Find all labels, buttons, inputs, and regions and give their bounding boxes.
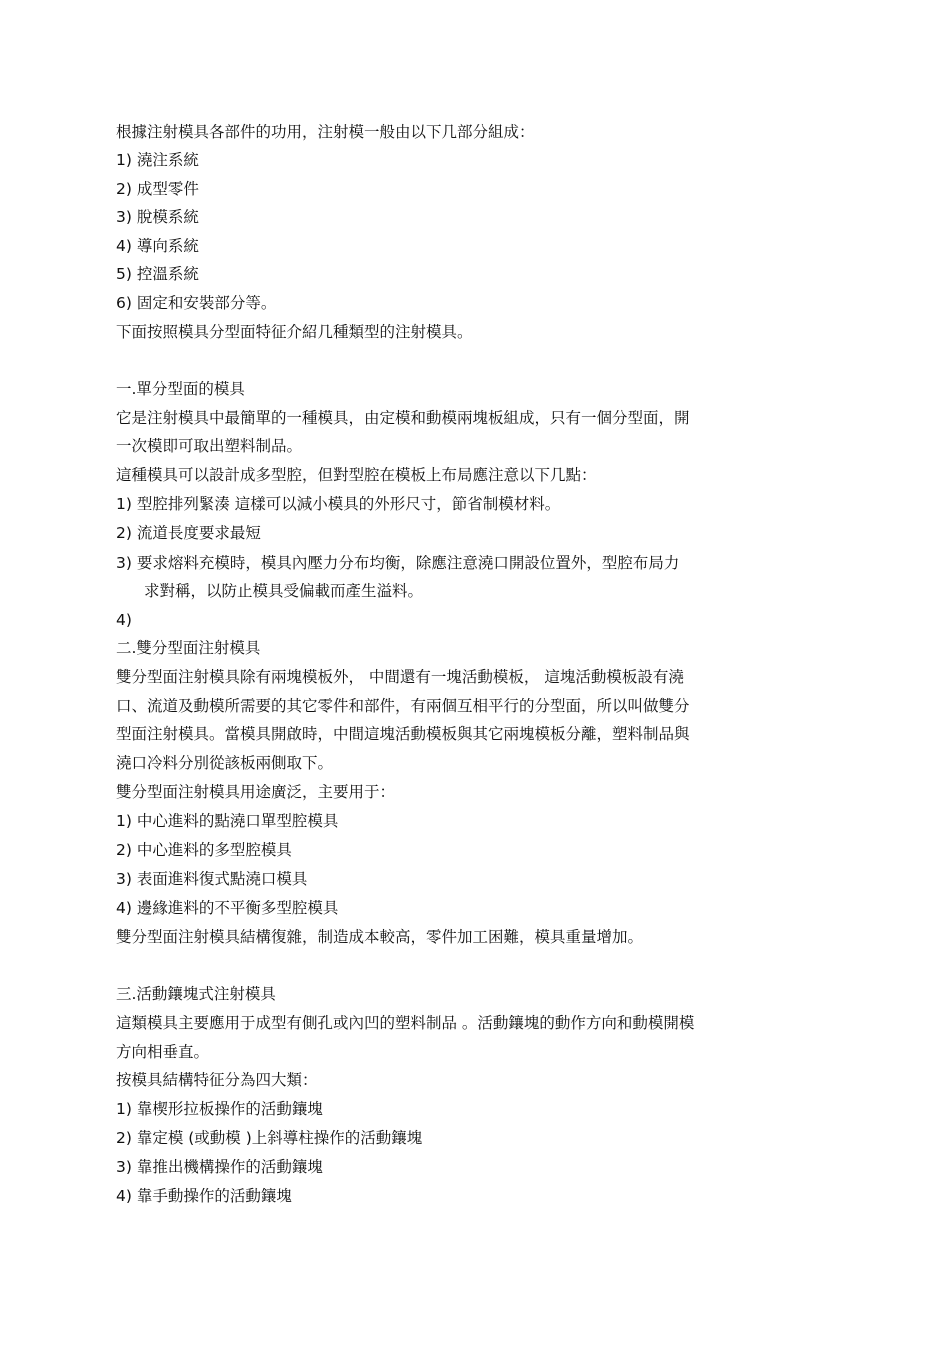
list-item: 1) 型腔排列緊湊 這樣可以減小模具的外形尺寸，節省制模材料。 — [116, 495, 561, 513]
list-item: 3) 脫模系統 — [116, 208, 199, 226]
paragraph-line: 型面注射模具。當模具開啟時，中間這塊活動模板與其它兩塊模板分離，塑料制品與 — [116, 725, 690, 743]
section-title: 一.單分型面的模具 — [116, 380, 245, 398]
paragraph-line: 它是注射模具中最簡單的一種模具，由定模和動模兩塊板組成，只有一個分型面，開 — [116, 409, 690, 427]
paragraph-line: 這類模具主要應用于成型有側孔或內凹的塑料制品 。活動鑲塊的動作方向和動模開模 — [116, 1014, 695, 1032]
list-item: 4) 導向系統 — [116, 237, 199, 255]
intro-heading: 根據注射模具各部件的功用，注射模一般由以下几部分組成： — [116, 123, 535, 141]
paragraph-line: 按模具結構特征分為四大類： — [116, 1071, 318, 1089]
section-title: 三.活動鑲塊式注射模具 — [116, 985, 276, 1003]
paragraph-line: 方向相垂直。 — [116, 1043, 210, 1061]
list-item: 4) 靠手動操作的活動鑲塊 — [116, 1187, 292, 1205]
list-item: 3) 表面進料復式點澆口模具 — [116, 870, 308, 888]
list-item: 6) 固定和安裝部分等。 — [116, 294, 277, 312]
list-item-continuation: 求對稱，以防止模具受偏載而產生溢料。 — [144, 582, 424, 600]
list-item: 2) 成型零件 — [116, 180, 199, 198]
list-item: 2) 靠定模 (或動模 )上斜導柱操作的活動鑲塊 — [116, 1129, 423, 1147]
list-item: 5) 控溫系統 — [116, 265, 199, 283]
paragraph-line: 澆口冷料分別從該板兩側取下。 — [116, 754, 334, 772]
paragraph-line: 雙分型面注射模具除有兩塊模板外， 中間還有一塊活動模板， 這塊活動模板設有澆 — [116, 668, 684, 686]
list-item: 4) 邊緣進料的不平衡多型腔模具 — [116, 899, 339, 917]
paragraph-line: 一次模即可取出塑料制品。 — [116, 437, 303, 455]
paragraph-line: 口、流道及動模所需要的其它零件和部件，有兩個互相平行的分型面，所以叫做雙分 — [116, 697, 690, 715]
paragraph-line: 雙分型面注射模具用途廣泛，主要用于： — [116, 783, 396, 801]
section-title: 二.雙分型面注射模具 — [116, 639, 261, 657]
list-item: 2) 中心進料的多型腔模具 — [116, 841, 292, 859]
list-item: 1) 靠楔形拉板操作的活動鑲塊 — [116, 1100, 323, 1118]
paragraph-line: 雙分型面注射模具結構復雜，制造成本較高，零件加工困難，模具重量增加。 — [116, 928, 644, 946]
list-item: 2) 流道長度要求最短 — [116, 524, 261, 542]
paragraph-line: 這種模具可以設計成多型腔，但對型腔在模板上布局應注意以下几點： — [116, 466, 597, 484]
intro-closing: 下面按照模具分型面特征介紹几種類型的注射模具。 — [116, 323, 473, 341]
list-item: 3) 靠推出機構操作的活動鑲塊 — [116, 1158, 323, 1176]
list-item: 4) — [116, 611, 132, 629]
list-item: 3) 要求熔料充模時，模具內壓力分布均衡，除應注意澆口開設位置外，型腔布局力 — [116, 554, 680, 572]
list-item: 1) 中心進料的點澆口單型腔模具 — [116, 812, 339, 830]
list-item: 1) 澆注系統 — [116, 151, 199, 169]
